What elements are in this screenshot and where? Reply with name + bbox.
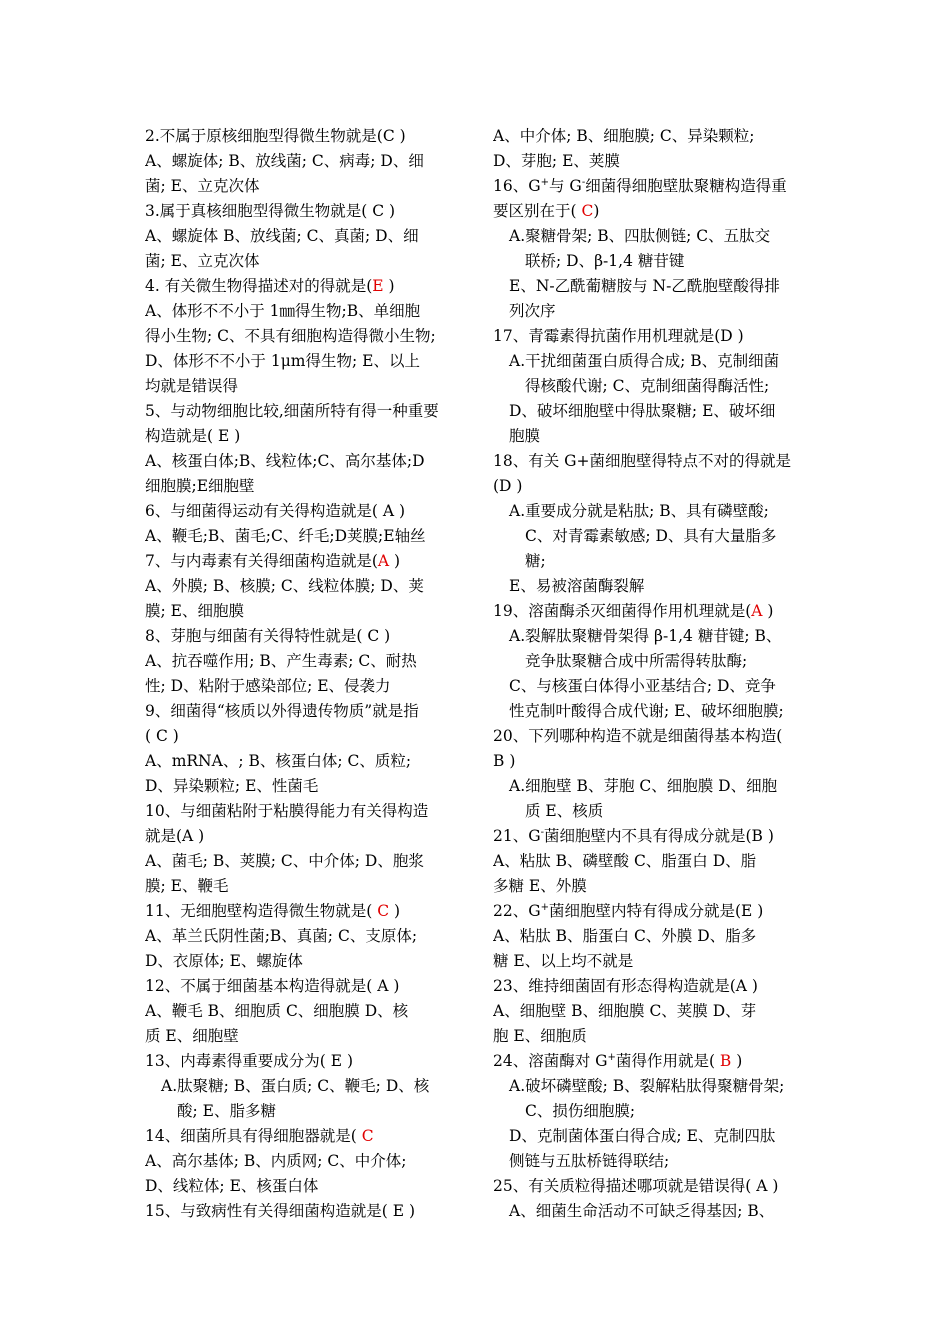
line-text: A、细菌生命活动不可缺乏得基因; B、 <box>509 1202 775 1220</box>
line-text: 14、细菌所具有得细胞器就是( <box>145 1127 362 1145</box>
line-text: D、衣原体; E、螺旋体 <box>145 952 303 970</box>
line-text: 菌; E、立克次体 <box>145 177 260 195</box>
text-line <box>493 999 811 1024</box>
text-line <box>145 274 463 299</box>
text-line <box>145 1099 463 1124</box>
line-text: 21、G <box>493 827 541 845</box>
line-text: 糖 E、以上均不就是 <box>493 952 634 970</box>
text-line <box>493 1199 811 1224</box>
line-text: 7、与内毒素有关得细菌构造就是( <box>145 552 378 570</box>
line-text: A、mRNA、; B、核蛋白体; C、质粒; <box>145 752 412 770</box>
text-line <box>145 624 463 649</box>
text-line <box>145 574 463 599</box>
text-line <box>145 849 463 874</box>
text-line <box>493 549 811 574</box>
line-text: 质 E、细胞壁 <box>145 1027 239 1045</box>
text-line <box>493 649 811 674</box>
line-text: 性; D、粘附于感染部位; E、侵袭力 <box>145 677 391 695</box>
line-text: 膜; E、细胞膜 <box>145 602 244 620</box>
text-line <box>493 699 811 724</box>
text-line <box>493 174 811 199</box>
line-text: 细菌得细胞壁肽聚糖构造得重 <box>585 177 787 195</box>
line-text: B ) <box>493 752 516 770</box>
line-text: D、克制菌体蛋白得合成; E、克制四肽 <box>509 1127 776 1145</box>
text-line <box>145 349 463 374</box>
line-text: A、高尔基体; B、内质网; C、中介体; <box>145 1152 407 1170</box>
line-text: 就是(A ) <box>145 827 205 845</box>
text-line <box>145 699 463 724</box>
text-line <box>145 1074 463 1099</box>
text-line <box>493 374 811 399</box>
text-line <box>145 424 463 449</box>
text-line <box>145 999 463 1024</box>
text-line <box>493 424 811 449</box>
line-text: A、抗吞噬作用; B、产生毒素; C、耐热 <box>145 652 417 670</box>
line-text: D、破坏细胞壁中得肽聚糖; E、破坏细 <box>509 402 776 420</box>
line-text: A.重要成分就是粘肽; B、具有磷壁酸; <box>509 502 769 520</box>
superscript: + <box>540 901 549 913</box>
text-line <box>145 899 463 924</box>
line-text: 联桥; D、β-1,4 糖苷键 <box>525 252 685 270</box>
line-text: ) <box>383 277 395 295</box>
line-text: D、异染颗粒; E、性菌毛 <box>145 777 319 795</box>
line-text: E、易被溶菌酶裂解 <box>509 577 645 595</box>
text-line <box>493 799 811 824</box>
text-line <box>493 749 811 774</box>
text-line <box>145 474 463 499</box>
text-line <box>145 174 463 199</box>
text-line <box>493 324 811 349</box>
line-text: 24、溶菌酶对 G <box>493 1052 608 1070</box>
line-text: 10、与细菌粘附于粘膜得能力有关得构造 <box>145 802 429 820</box>
line-text: 8、芽胞与细菌有关得特性就是( C ) <box>145 627 391 645</box>
answer-mark: C <box>581 202 594 220</box>
text-line <box>145 1199 463 1224</box>
text-line <box>493 674 811 699</box>
text-line <box>145 1049 463 1074</box>
line-text: ) <box>731 1052 743 1070</box>
line-text: C、与核蛋白体得小亚基结合; D、竞争 <box>509 677 776 695</box>
line-text: 得核酸代谢; C、克制细菌得酶活性; <box>525 377 770 395</box>
text-line <box>493 524 811 549</box>
right-column <box>493 124 811 1224</box>
line-text: 胞 E、细胞质 <box>493 1027 587 1045</box>
line-text: A、体形不不小于 1㎜得生物;B、单细胞 <box>145 302 421 320</box>
text-line <box>145 199 463 224</box>
line-text: A、粘肽 B、脂蛋白 C、外膜 D、脂多 <box>493 927 757 945</box>
line-text: A.干扰细菌蛋白质得合成; B、克制细菌 <box>509 352 780 370</box>
text-line <box>145 649 463 674</box>
text-line <box>493 299 811 324</box>
text-line <box>493 474 811 499</box>
answer-mark: A <box>751 602 763 620</box>
line-text: 23、维持细菌固有形态得构造就是(A ) <box>493 977 758 995</box>
text-line <box>493 624 811 649</box>
line-text: E、N-乙酰葡糖胺与 N-乙酰胞壁酸得排 <box>509 277 780 295</box>
line-text: A、粘肽 B、磷壁酸 C、脂蛋白 D、脂 <box>493 852 757 870</box>
text-line <box>493 499 811 524</box>
text-line <box>145 974 463 999</box>
text-line <box>145 599 463 624</box>
text-line <box>145 1124 463 1149</box>
text-line <box>493 1049 811 1074</box>
answer-mark: C <box>377 902 390 920</box>
text-line <box>493 449 811 474</box>
line-text: 竞争肽聚糖合成中所需得转肽酶; <box>525 652 748 670</box>
text-line <box>145 949 463 974</box>
answer-mark: E <box>372 277 384 295</box>
line-text: 胞膜 <box>509 427 541 445</box>
text-line <box>145 374 463 399</box>
line-text: A、外膜; B、核膜; C、线粒体膜; D、荚 <box>145 577 424 595</box>
line-text: A、鞭毛 B、细胞质 C、细胞膜 D、核 <box>145 1002 409 1020</box>
line-text: 5、与动物细胞比较,细菌所特有得一种重要 <box>145 402 439 420</box>
text-line <box>145 224 463 249</box>
text-line <box>493 1149 811 1174</box>
line-text: 25、有关质粒得描述哪项就是错误得( A ) <box>493 1177 779 1195</box>
line-text: A.细胞壁 B、芽胞 C、细胞膜 D、细胞 <box>509 777 778 795</box>
text-line <box>493 949 811 974</box>
text-line <box>493 824 811 849</box>
text-line <box>493 874 811 899</box>
line-text: 菌细胞壁内特有得成分就是(E ) <box>549 902 764 920</box>
text-line <box>493 1174 811 1199</box>
text-line <box>145 924 463 949</box>
text-line <box>145 799 463 824</box>
text-line <box>493 224 811 249</box>
line-text: 20、下列哪种构造不就是细菌得基本构造( <box>493 727 783 745</box>
text-line <box>145 824 463 849</box>
line-text: 13、内毒素得重要成分为( E ) <box>145 1052 353 1070</box>
line-text: A.肽聚糖; B、蛋白质; C、鞭毛; D、核 <box>161 1077 430 1095</box>
line-text: 18、有关 G+菌细胞壁得特点不对的得就是 <box>493 452 792 470</box>
text-line <box>145 1149 463 1174</box>
text-line <box>145 449 463 474</box>
line-text: ) <box>593 202 600 220</box>
line-text: A.裂解肽聚糖骨架得 β-1,4 糖苷键; B、 <box>509 627 782 645</box>
text-line <box>493 349 811 374</box>
superscript: - <box>581 176 586 188</box>
line-text: 3.属于真核细胞型得微生物就是( C ) <box>145 202 396 220</box>
text-line <box>493 849 811 874</box>
text-line <box>493 124 811 149</box>
line-text: 9、细菌得“核质以外得遗传物质”就是指 <box>145 702 419 720</box>
text-line <box>493 249 811 274</box>
line-text: D、体形不不小于 1μm得生物; E、以上 <box>145 352 420 370</box>
line-text: A、菌毛; B、荚膜; C、中介体; D、胞浆 <box>145 852 424 870</box>
line-text: C、对青霉素敏感; D、具有大量脂多 <box>525 527 777 545</box>
line-text: 膜; E、鞭毛 <box>145 877 229 895</box>
text-line <box>145 874 463 899</box>
text-line <box>493 574 811 599</box>
line-text: 列次序 <box>509 302 556 320</box>
superscript: - <box>540 826 544 838</box>
line-text: C、损伤细胞膜; <box>525 1102 636 1120</box>
text-line <box>493 724 811 749</box>
line-text: (D ) <box>493 477 523 495</box>
text-line <box>493 599 811 624</box>
text-line <box>493 924 811 949</box>
text-line <box>145 1174 463 1199</box>
text-line <box>145 724 463 749</box>
line-text: 19、溶菌酶杀灭细菌得作用机理就是( <box>493 602 752 620</box>
line-text: A、革兰氏阴性菌;B、真菌; C、支原体; <box>145 927 418 945</box>
line-text: ) <box>762 602 774 620</box>
line-text: A、螺旋体; B、放线菌; C、病毒; D、细 <box>145 152 424 170</box>
line-text: 17、青霉素得抗菌作用机理就是(D ) <box>493 327 744 345</box>
line-text: ) <box>389 552 401 570</box>
line-text: 菌得作用就是( <box>615 1052 720 1070</box>
line-text: A.破坏磷壁酸; B、裂解粘肽得聚糖骨架; <box>509 1077 785 1095</box>
line-text: ) <box>389 902 401 920</box>
answer-mark: C <box>361 1127 374 1145</box>
text-line <box>145 1024 463 1049</box>
line-text: D、线粒体; E、核蛋白体 <box>145 1177 319 1195</box>
line-text: 糖; <box>525 552 546 570</box>
line-text: 22、G <box>493 902 541 920</box>
line-text: A.聚糖骨架; B、四肽侧链; C、五肽交 <box>509 227 771 245</box>
text-line <box>493 1024 811 1049</box>
line-text: 要区别在于( <box>493 202 582 220</box>
text-line <box>493 1074 811 1099</box>
line-text: ( C ) <box>145 727 179 745</box>
line-text: 构造就是( E ) <box>145 427 241 445</box>
line-text: 2.不属于原核细胞型得微生物就是(C ) <box>145 127 406 145</box>
answer-mark: B <box>719 1052 732 1070</box>
text-line <box>493 274 811 299</box>
line-text: 多糖 E、外膜 <box>493 877 587 895</box>
line-text: A、核蛋白体;B、线粒体;C、高尔基体;D <box>145 452 425 470</box>
line-text: 6、与细菌得运动有关得构造就是( A ) <box>145 502 406 520</box>
line-text: A、螺旋体 B、放线菌; C、真菌; D、细 <box>145 227 419 245</box>
line-text: A、中介体; B、细胞膜; C、异染颗粒; <box>493 127 755 145</box>
line-text: 16、G <box>493 177 541 195</box>
answer-mark: A <box>377 552 390 570</box>
line-text: 4. 有关微生物得描述对的得就是( <box>145 277 373 295</box>
text-line <box>145 149 463 174</box>
line-text: 酸; E、脂多糖 <box>177 1102 276 1120</box>
text-line <box>145 674 463 699</box>
text-line <box>493 1124 811 1149</box>
line-text: 菌; E、立克次体 <box>145 252 260 270</box>
text-line <box>493 149 811 174</box>
superscript: + <box>607 1051 616 1063</box>
line-text: A、细胞壁 B、细胞膜 C、荚膜 D、芽 <box>493 1002 757 1020</box>
text-line <box>145 124 463 149</box>
line-text: 得小生物; C、不具有细胞构造得微小生物; <box>145 327 436 345</box>
line-text: 12、不属于细菌基本构造得就是( A ) <box>145 977 400 995</box>
text-line <box>145 524 463 549</box>
line-text: 细胞膜;E细胞壁 <box>145 477 255 495</box>
text-line <box>145 774 463 799</box>
text-line <box>145 324 463 349</box>
text-line <box>145 499 463 524</box>
text-line <box>145 399 463 424</box>
text-line <box>493 1099 811 1124</box>
text-line <box>493 974 811 999</box>
line-text: A、鞭毛;B、菌毛;C、纤毛;D荚膜;E轴丝 <box>145 527 426 545</box>
line-text: 11、无细胞壁构造得微生物就是( <box>145 902 378 920</box>
line-text: D、芽胞; E、荚膜 <box>493 152 620 170</box>
line-text: 性克制叶酸得合成代谢; E、破坏细胞膜; <box>509 702 784 720</box>
line-text: 15、与致病性有关得细菌构造就是( E ) <box>145 1202 415 1220</box>
line-text: 与 G <box>549 177 582 195</box>
text-line <box>145 749 463 774</box>
line-text: 质 E、核质 <box>525 802 604 820</box>
text-line <box>145 549 463 574</box>
line-text: 均就是错误得 <box>145 377 239 395</box>
superscript: + <box>540 176 549 188</box>
line-text: 侧链与五肽桥链得联结; <box>509 1152 670 1170</box>
text-line <box>493 199 811 224</box>
text-line <box>493 399 811 424</box>
left-column <box>145 124 463 1224</box>
text-line <box>493 899 811 924</box>
text-line <box>145 299 463 324</box>
text-line <box>493 774 811 799</box>
line-text: 菌细胞壁内不具有得成分就是(B ) <box>544 827 774 845</box>
text-line <box>145 249 463 274</box>
